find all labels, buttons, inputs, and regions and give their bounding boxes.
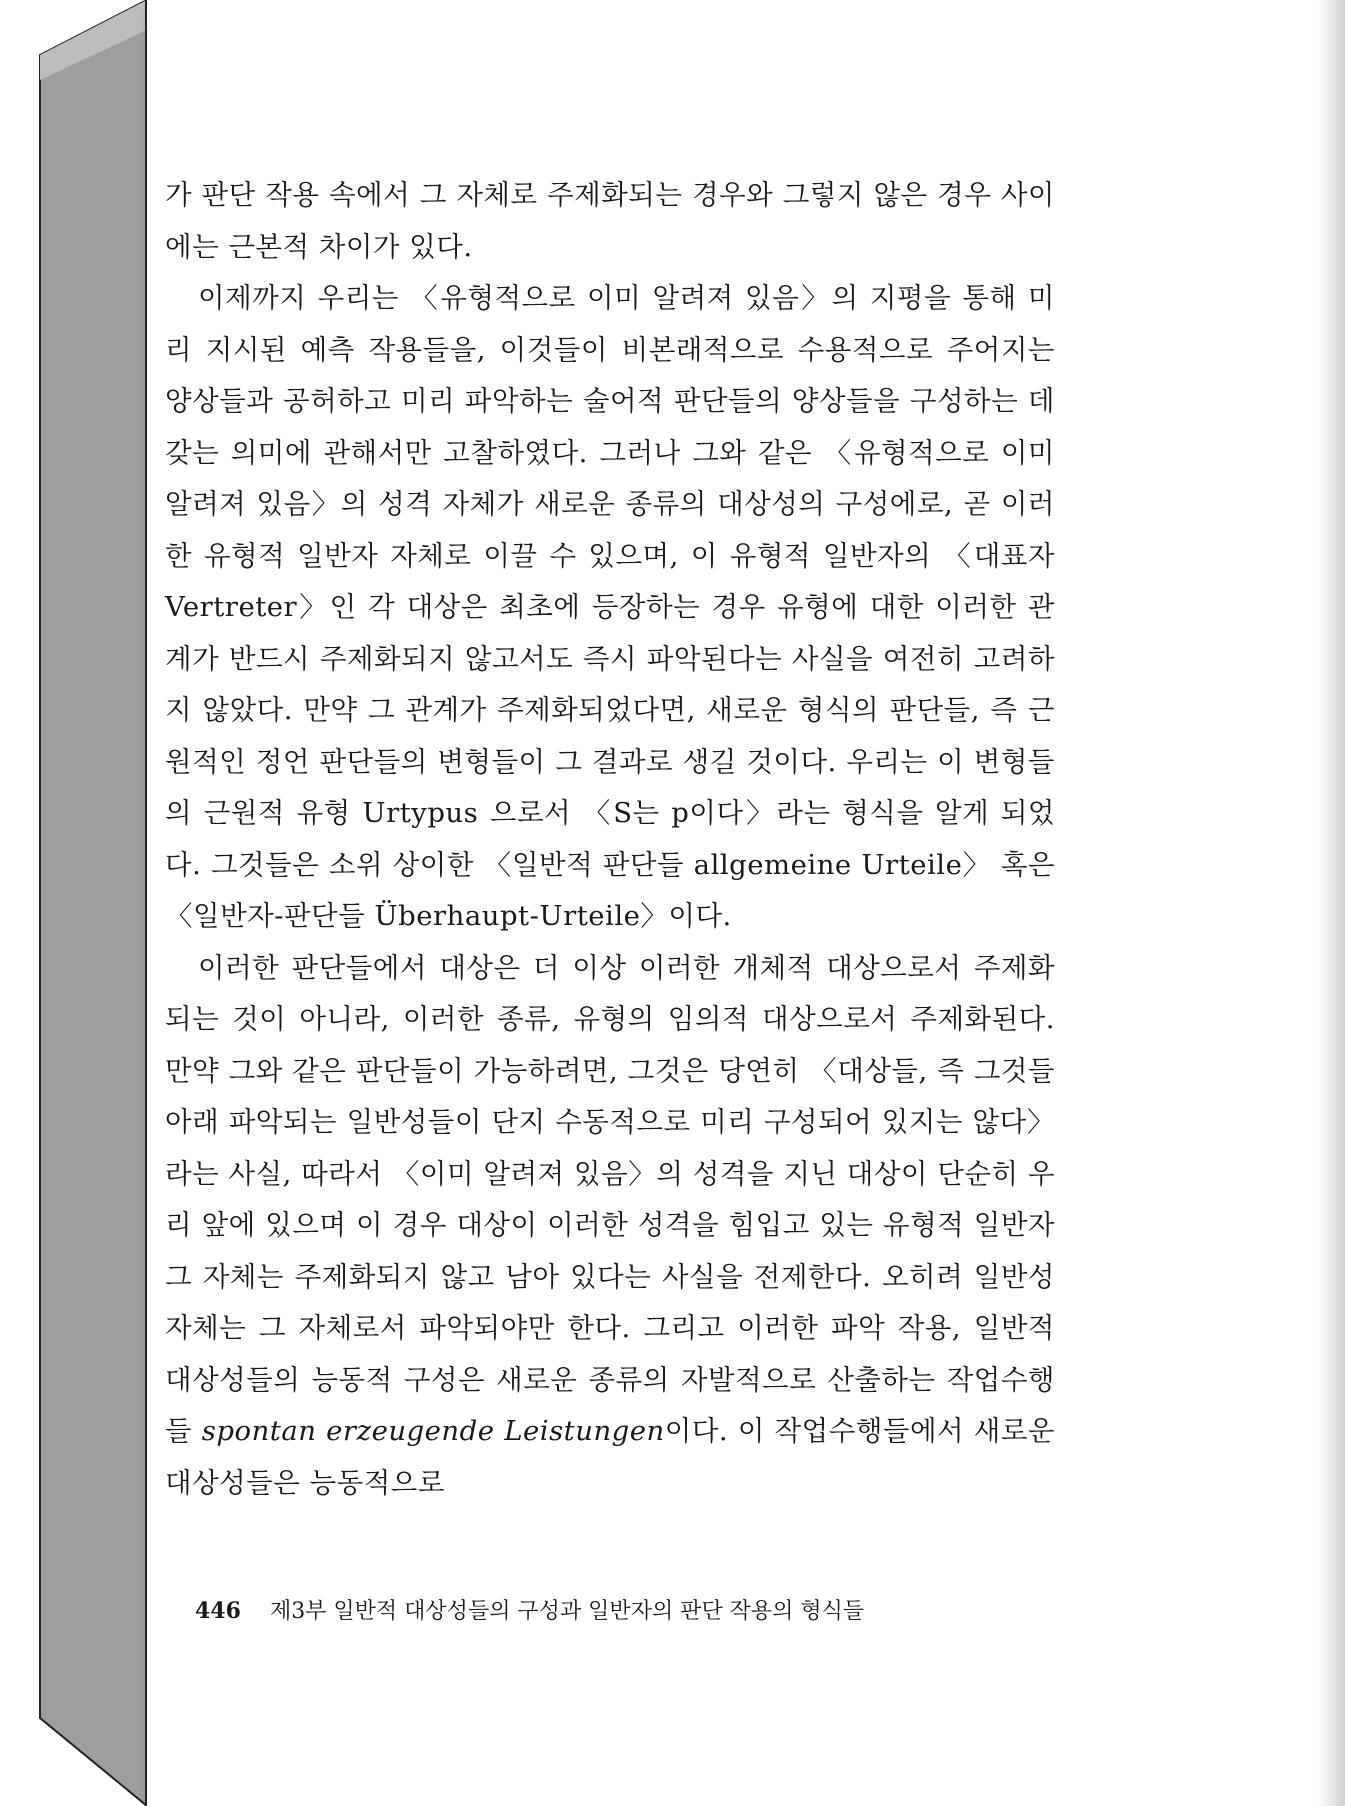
paragraph-3-tail: 이다. 이 작업수행들에서 새로운 대상성들은 능동적으로 <box>165 1415 1055 1499</box>
running-head: 제3부 일반적 대상성들의 구성과 일반자의 판단 작용의 형식들 <box>269 1599 865 1624</box>
page-edge-shadow <box>1317 0 1345 1806</box>
paragraph-3-emphasis: spontan erzeugende Leistungen <box>201 1415 665 1447</box>
paragraph-3-text: 이러한 판단들에서 대상은 더 이상 이러한 개체적 대상으로서 주제화되는 것이 아니라, 이러한 종류, 유형의 임의적 대상으로서 주제화된다. 만약 그와 같은 판단들이 가능하려면, 그것은 당연히 〈대상들, 즉 그것들 아래 파악되는 일반성들이 단지 수동적으로 미리 구성되어 있지는 않다〉라는 사실, 따라서 〈이미 알려져 있음〉의 성격을 지닌 대상이 단순히 우리 앞에 있으며 이 경우 대상이 이러한 성격을 힘입고 있는 유형적 일반자 그 자체는 주제화되지 않고 남아 있다는 사실을 전제한다. 오히려 일반성 자체는 그 자체로서 파악되야만 한다. 그리고 이러한 파악 작용, 일반적 대상성들의 능동적 구성은 새로운 종류의 자발적으로 산출하는 작업수행들 <box>165 951 1055 1447</box>
page-footer <box>195 1594 1095 1625</box>
body-text <box>165 170 1055 1509</box>
paragraph-2: 이제까지 우리는 〈유형적으로 이미 알려져 있음〉의 지평을 통해 미리 지시된 예측 작용들을, 이것들이 비본래적으로 수용적으로 주어지는 양상들과 공허하고 미리 파악하는 술어적 판단들의 양상들을 구성하는 데 갖는 의미에 관해서만 고찰하였다. 그러나 그와 같은 〈유형적으로 이미 알려져 있음〉의 성격 자체가 새로운 종류의 대상성의 구성에로, 곧 이러한 유형적 일반자 자체로 이끌 수 있으며, 이 유형적 일반자의 〈대표자 Vertreter〉인 각 대상은 최초에 등장하는 경우 유형에 대한 이러한 관계가 반드시 주제화되지 않고서도 즉시 파악된다는 사실을 여전히 고려하지 않았다. 만약 그 관계가 주제화되었다면, 새로운 형식의 판단들, 즉 근원적인 정언 판단들의 변형들이 그 결과로 생길 것이다. 우리는 이 변형들의 근원적 유형 Urtypus 으로서 〈S는 p이다〉라는 형식을 알게 되었다. 그것들은 소위 상이한 〈일반적 판단들 allgemeine Urteile〉 혹은 〈일반자-판단들 Überhaupt-Urteile〉이다. <box>165 282 1055 932</box>
paragraph-1: 가 판단 작용 속에서 그 자체로 주제화되는 경우와 그렇지 않은 경우 사이에는 근본적 차이가 있다. <box>165 179 1055 263</box>
paragraph-3 <box>165 943 1055 1510</box>
page-number: 446 <box>195 1598 241 1624</box>
